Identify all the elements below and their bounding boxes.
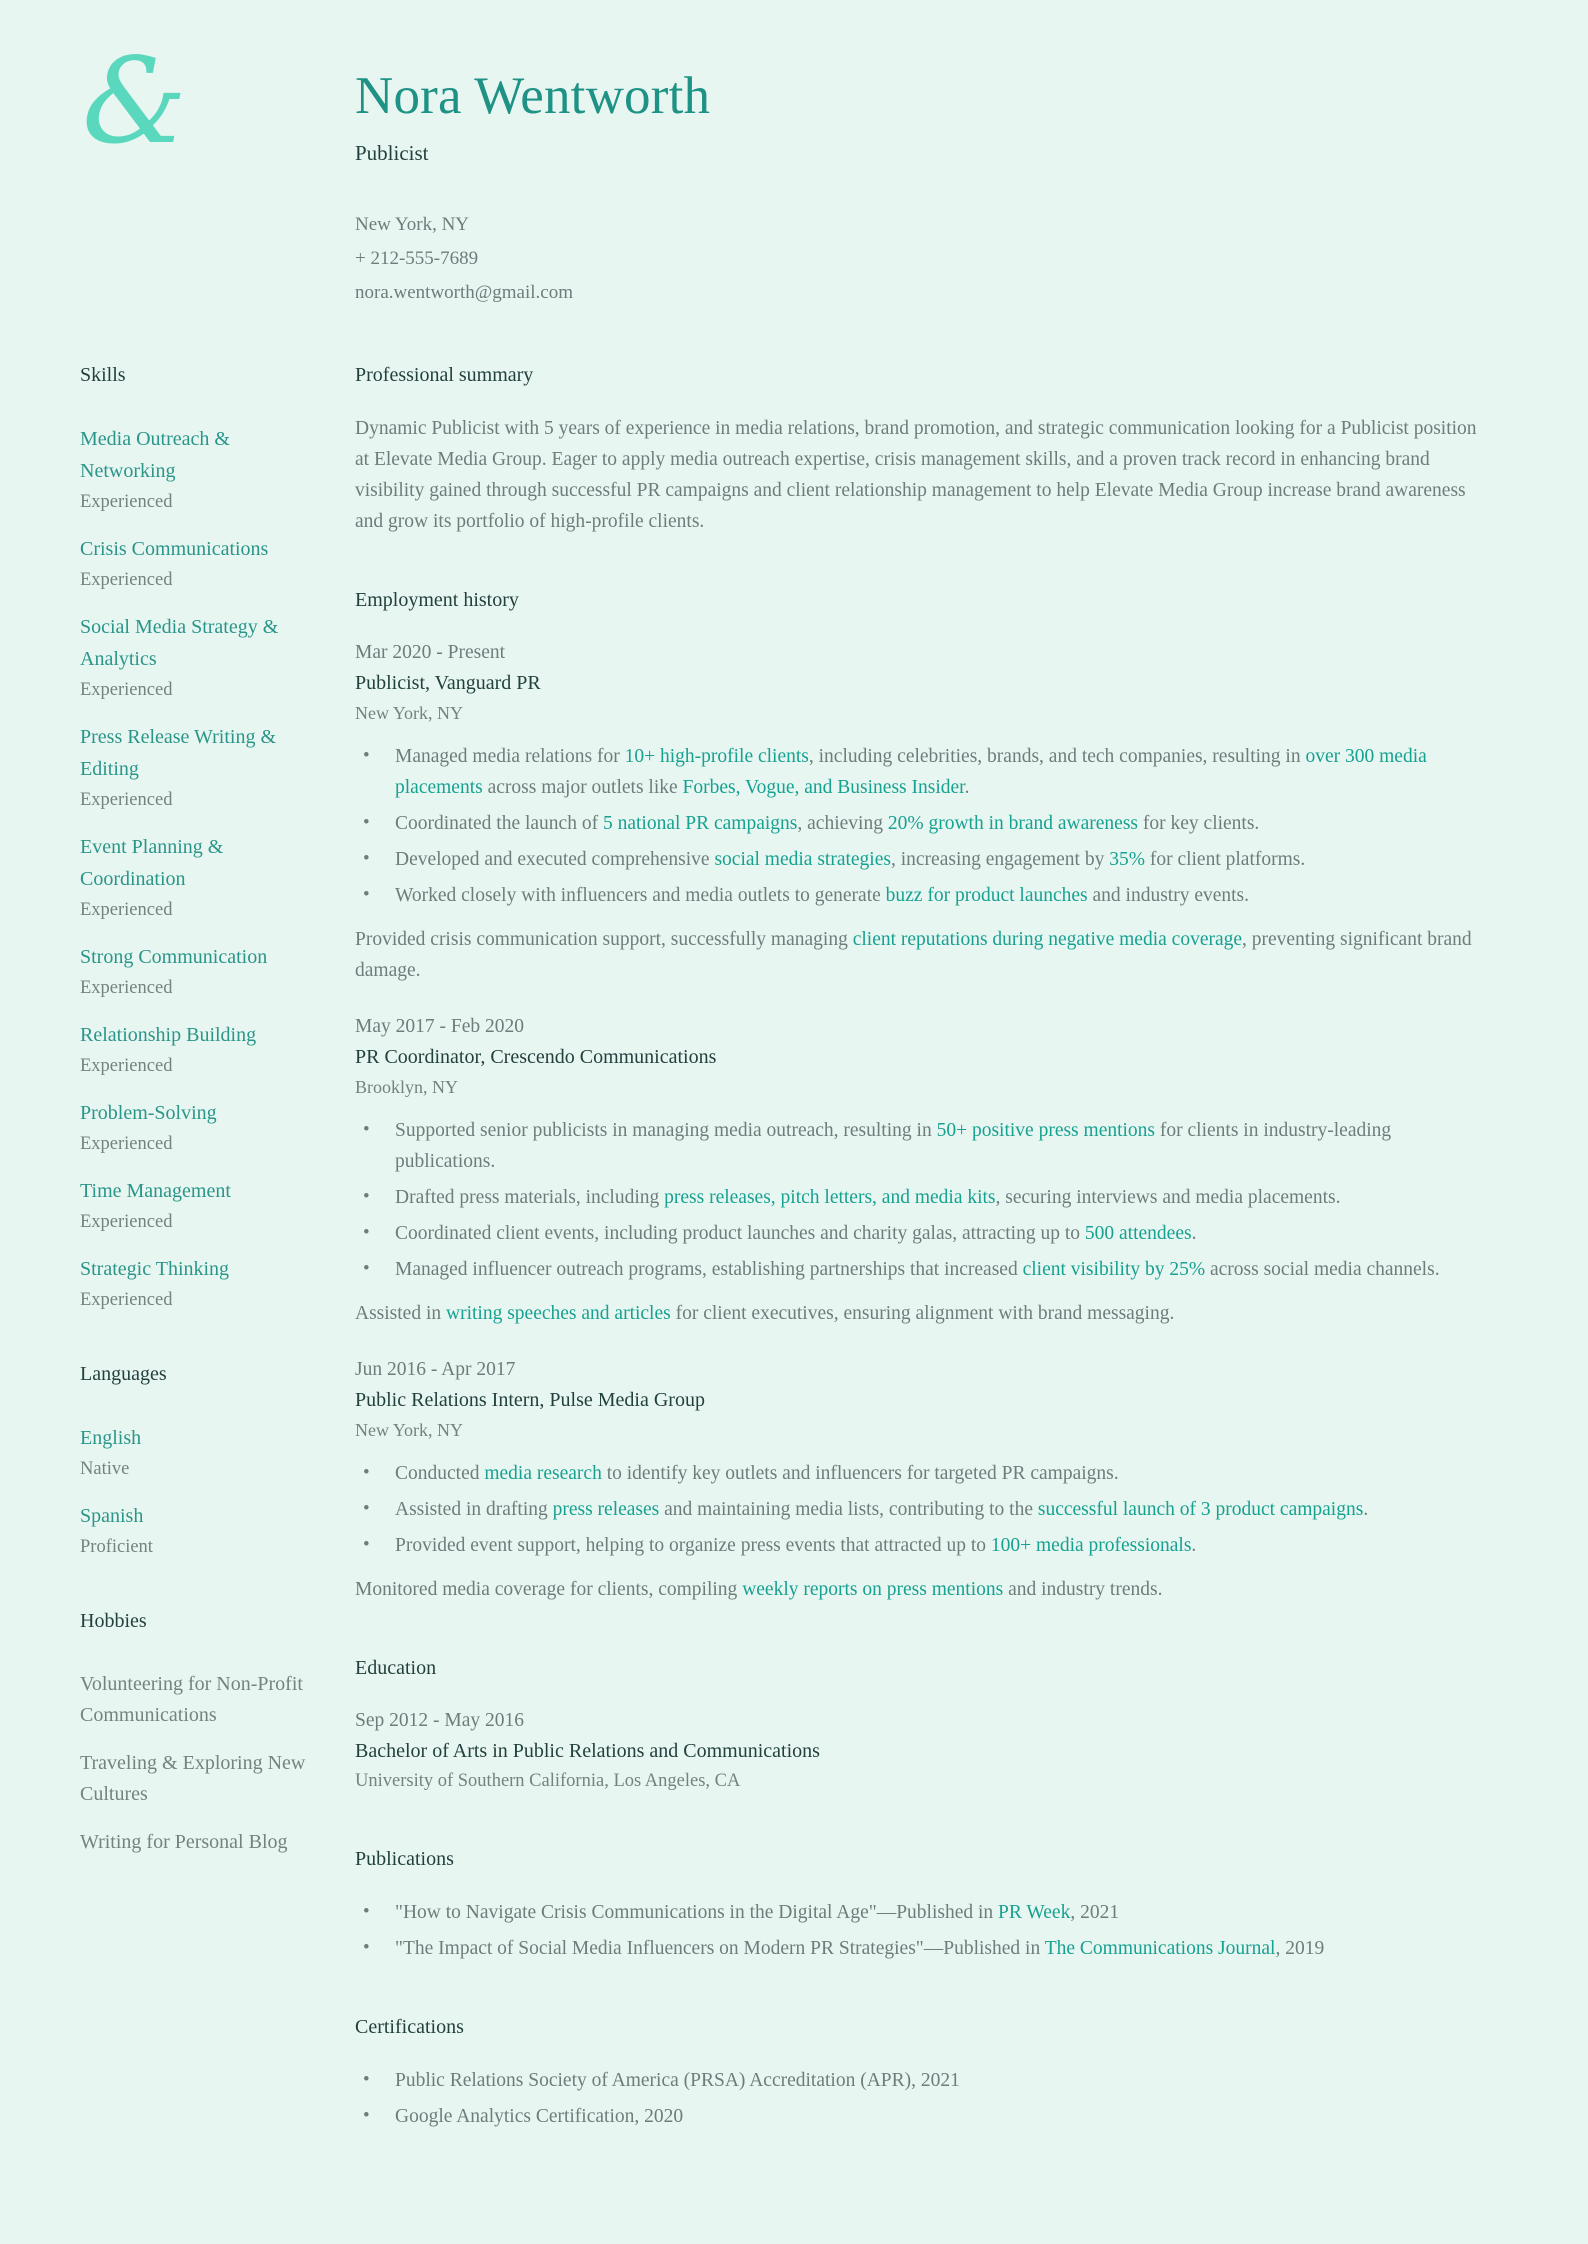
highlight-text: 35% [1109,848,1145,870]
skill-name: Social Media Strategy & Analytics [80,615,279,670]
text-segment: Worked closely with influencers and media outlets to generate [395,884,886,906]
skill-name: Strong Communication [80,945,268,968]
summary-text: Dynamic Publicist with 5 years of experience in media relations, brand promotion, and strategic communication looking for a Publicist position at Elevate Media Group. Eager to apply media outreach expertise, crisis management skills, and a proven track record in enhancing brand visibility gained through successful PR campaigns and client relationship management to help Elevate Media Group increase brand awareness and grow its portfolio of high-profile clients. [355,417,1477,532]
text-segment: , increasing engagement by [890,848,1110,870]
job-bullet [355,880,1488,911]
job-bullet [355,1218,1488,1249]
education-heading: Education [355,1656,437,1679]
ampersand-logo-icon: & [82,32,188,170]
job-bullet [355,808,1488,839]
contact-phone: + 212-555-7689 [355,247,479,269]
skill-name: Problem-Solving [80,1101,217,1124]
highlight-text: 50+ positive press mentions [936,1119,1156,1141]
skills-list [80,423,320,1315]
skill-name: Media Outreach & Networking [80,427,230,482]
text-segment: to identify key outlets and influencers for targeted PR campaigns. [601,1462,1119,1484]
job-location: New York, NY [355,1419,464,1440]
skill-item [80,1097,320,1159]
job-location: New York, NY [355,702,464,723]
hobbies-list [80,1669,320,1858]
summary-heading: Professional summary [355,363,534,386]
publications-list [355,1897,1488,1964]
skill-item [80,533,320,595]
skill-name: Crisis Communications [80,537,269,560]
skill-name: Event Planning & Coordination [80,835,224,890]
jobs-list [355,638,1488,1605]
skill-item [80,1175,320,1237]
text-segment: "The Impact of Social Media Influencers on Modern PR Strategies"—Published in [395,1937,1045,1959]
skill-level: Experienced [80,1289,173,1310]
job-note [355,924,1488,986]
text-segment: for key clients. [1138,812,1260,834]
text-segment: Supported senior publicists in managing media outreach, resulting in [395,1119,937,1141]
skill-level: Experienced [80,569,173,590]
job-note [355,1298,1488,1329]
skills-section [80,364,320,1315]
job-dates: May 2017 - Feb 2020 [355,1015,524,1037]
job-entry [355,638,1488,986]
job-title: Publicist, Vanguard PR [355,671,541,694]
text-segment: Monitored media coverage for clients, compiling [355,1578,743,1600]
job-bullets [355,1115,1488,1285]
education-degree: Bachelor of Arts in Public Relations and Communications [355,1739,820,1762]
job-bullet [355,844,1488,875]
job-dates: Mar 2020 - Present [355,641,506,663]
hobbies-section [80,1610,320,1858]
skill-level: Experienced [80,1133,173,1154]
highlight-text: media research [484,1462,602,1484]
text-segment: Drafted press materials, including [395,1186,665,1208]
text-segment: . [1363,1498,1369,1520]
skill-name: Time Management [80,1179,231,1202]
highlight-text: press releases, pitch letters, and media kits [664,1186,996,1208]
highlight-text: 500 attendees [1084,1222,1192,1244]
language-item [80,1422,320,1484]
text-segment: Developed and executed comprehensive [395,848,715,870]
highlight-text: weekly reports on press mentions [742,1578,1004,1600]
publications-heading: Publications [355,1847,454,1870]
certifications-list [355,2065,1488,2132]
hobby-item: Traveling & Exploring New Cultures [80,1751,306,1805]
job-bullet [355,1182,1488,1213]
skill-level: Experienced [80,679,173,700]
job-bullet [355,1115,1488,1177]
skill-level: Experienced [80,1211,173,1232]
job-bullet [355,741,1488,803]
job-bullet [355,1254,1488,1285]
skill-item [80,721,320,815]
highlight-text: 10+ high-profile clients [624,745,809,767]
highlight-text: social media strategies [714,848,891,870]
employment-heading: Employment history [355,588,519,611]
text-segment: , securing interviews and media placements. [995,1186,1341,1208]
hobby-item: Volunteering for Non-Profit Communications [80,1672,303,1726]
text-segment: . [1191,1534,1197,1556]
language-name: English [80,1426,142,1449]
job-title: Public Relations Intern, Pulse Media Group [355,1388,705,1411]
text-segment: Assisted in [355,1302,447,1324]
contact-location: New York, NY [355,213,470,235]
job-bullet [355,1494,1488,1525]
skill-level: Experienced [80,977,173,998]
text-segment: Coordinated client events, including product launches and charity galas, attracting up to [395,1222,1085,1244]
highlight-text: PR Week [998,1901,1071,1923]
highlight-text: The Communications Journal [1044,1937,1276,1959]
job-location: Brooklyn, NY [355,1076,458,1097]
job-bullet [355,1458,1488,1489]
text-segment: , achieving [797,812,888,834]
education-dates: Sep 2012 - May 2016 [355,1709,524,1731]
text-segment: Provided crisis communication support, successfully managing [355,928,853,950]
employment-section [355,589,1488,1605]
text-segment: , including celebrities, brands, and tech companies, resulting in [808,745,1306,767]
text-segment: , preventing significant brand damage. [355,928,1472,981]
highlight-text: 5 national PR campaigns [602,812,798,834]
languages-list [80,1422,320,1562]
skill-level: Experienced [80,491,173,512]
skill-name: Strategic Thinking [80,1257,230,1280]
highlight-text: client visibility by 25% [1022,1258,1206,1280]
job-title: PR Coordinator, Crescendo Communications [355,1045,717,1068]
education-section [355,1657,1488,1796]
text-segment: for client executives, ensuring alignment with brand messaging. [670,1302,1175,1324]
highlight-text: client reputations during negative media coverage [852,928,1243,950]
text-segment: Managed media relations for [395,745,625,767]
skill-name: Press Release Writing & Editing [80,725,277,780]
job-entry [355,1012,1488,1329]
candidate-job-title: Publicist [355,140,429,165]
contact-block [355,208,1488,310]
text-segment: Conducted [395,1462,485,1484]
publication-item [355,1933,1488,1964]
text-segment: Provided event support, helping to organize press events that attracted up to [395,1534,991,1556]
text-segment: and maintaining media lists, contributing to the [659,1498,1038,1520]
text-segment: . [964,776,970,798]
candidate-name: Nora Wentworth [355,67,711,125]
highlight-text: buzz for product launches [885,884,1088,906]
job-entry [355,1355,1488,1605]
text-segment: . [1191,1222,1197,1244]
certification-item: • Google Analytics Certification, 2020 [355,2101,1488,2132]
header-identity [355,48,1488,310]
skill-name: Relationship Building [80,1023,257,1046]
language-item [80,1500,320,1562]
skill-item [80,611,320,705]
skill-level: Experienced [80,899,173,920]
text-segment: , 2021 [1070,1901,1120,1923]
publications-section [355,1848,1488,1964]
education-list [355,1706,1488,1796]
highlight-text: writing speeches and articles [446,1302,671,1324]
language-level: Native [80,1458,130,1479]
skill-item [80,1019,320,1081]
education-school: University of Southern California, Los Angeles, CA [355,1770,741,1791]
language-level: Proficient [80,1536,153,1557]
highlight-text: 100+ media professionals [990,1534,1192,1556]
certifications-heading: Certifications [355,2015,464,2038]
education-entry [355,1706,1488,1796]
skill-item [80,941,320,1003]
text-segment: Coordinated the launch of [395,812,603,834]
job-bullets [355,741,1488,911]
job-note [355,1574,1488,1605]
text-segment: across social media channels. [1205,1258,1440,1280]
hobbies-heading: Hobbies [80,1609,147,1632]
language-name: Spanish [80,1504,144,1527]
text-segment: , 2019 [1275,1937,1325,1959]
text-segment: for clients in industry-leading publications. [395,1119,1392,1172]
sidebar [80,364,320,2184]
skill-item [80,1253,320,1315]
certifications-section [355,2016,1488,2132]
skill-level: Experienced [80,1055,173,1076]
text-segment: across major outlets like [482,776,683,798]
contact-email: nora.wentworth@gmail.com [355,281,573,303]
skill-item [80,831,320,925]
highlight-text: successful launch of 3 product campaigns [1037,1498,1364,1520]
job-dates: Jun 2016 - Apr 2017 [355,1358,516,1380]
publication-item [355,1897,1488,1928]
text-segment: and industry events. [1087,884,1250,906]
certification-item: • Public Relations Society of America (PRSA) Accreditation (APR), 2021 [355,2065,1488,2096]
header [80,32,1508,310]
text-segment: for client platforms. [1144,848,1306,870]
hobby-item: Writing for Personal Blog [80,1830,288,1853]
skill-level: Experienced [80,789,173,810]
job-bullets [355,1458,1488,1561]
text-segment: Managed influencer outreach programs, establishing partnerships that increased [395,1258,1023,1280]
highlight-text: Forbes, Vogue, and Business Insider [682,776,965,798]
job-bullet [355,1530,1488,1561]
text-segment: Assisted in drafting [395,1498,553,1520]
languages-section [80,1363,320,1562]
text-segment: "How to Navigate Crisis Communications in the Digital Age"—Published in [395,1901,999,1923]
highlight-text: over 300 media placements [395,745,1427,798]
skills-heading: Skills [80,363,126,386]
skill-item [80,423,320,517]
text-segment: and industry trends. [1003,1578,1163,1600]
highlight-text: press releases [552,1498,660,1520]
content-columns [80,364,1508,2184]
highlight-text: 20% growth in brand awareness [887,812,1139,834]
summary-section [355,364,1488,537]
languages-heading: Languages [80,1362,167,1385]
main-column [355,364,1488,2184]
